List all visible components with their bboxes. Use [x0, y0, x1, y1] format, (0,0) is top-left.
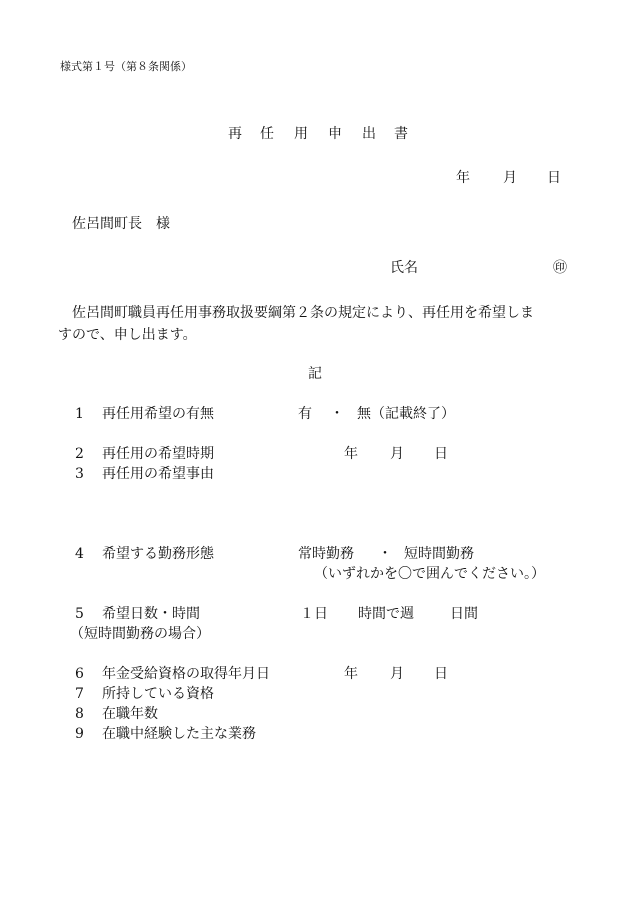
item-4-option-short: 短時間勤務 [404, 546, 474, 562]
item-9-label: 在職中経験した主な業務 [102, 726, 256, 742]
item-5-number: 5 [75, 606, 84, 622]
item-4-separator: ・ [378, 546, 392, 562]
item-5-hours: 時間で週 [358, 606, 414, 622]
title-char-6: 書 [394, 126, 408, 142]
item-2-label: 再任用の希望時期 [102, 446, 214, 462]
item-8-number: 8 [75, 706, 84, 722]
title-char-3: 用 [294, 126, 308, 142]
addressee: 佐呂間町長 様 [72, 216, 170, 232]
item-2-day: 日 [434, 446, 448, 462]
name-label: 氏名 [390, 260, 418, 276]
item-3-label: 再任用の希望事由 [102, 466, 214, 482]
item-7-number: 7 [75, 686, 84, 702]
item-7-label: 所持している資格 [102, 686, 214, 702]
date-day: 日 [547, 170, 561, 186]
date-year: 年 [456, 170, 470, 186]
item-4-option-regular: 常時勤務 [298, 546, 354, 562]
item-1-separator: ・ [330, 406, 344, 422]
item-5-subnote: （短時間勤務の場合） [70, 626, 210, 642]
form-label: 様式第１号（第８条関係） [60, 60, 192, 73]
item-6-year: 年 [344, 666, 358, 682]
item-1-label: 再任用希望の有無 [102, 406, 214, 422]
item-9-number: 9 [75, 726, 84, 742]
body-line-1: 佐呂間町職員再任用事務取扱要綱第２条の規定により、再任用を希望しま [72, 305, 534, 321]
item-2-number: 2 [75, 446, 84, 462]
item-6-month: 月 [390, 666, 404, 682]
item-1-number: 1 [75, 406, 84, 422]
item-5-one-day: １日 [300, 606, 328, 622]
title-char-2: 任 [260, 126, 274, 142]
item-2-month: 月 [390, 446, 404, 462]
item-6-number: 6 [75, 666, 84, 682]
item-4-note: （いずれかを〇で囲んでください。） [314, 566, 545, 582]
title-char-5: 出 [362, 126, 376, 142]
date-month: 月 [503, 170, 517, 186]
item-2-year: 年 [344, 446, 358, 462]
item-4-number: 4 [75, 546, 84, 562]
item-1-option-no: 無（記載終了） [357, 406, 455, 422]
item-4-label: 希望する勤務形態 [102, 546, 214, 562]
item-5-label: 希望日数・時間 [102, 606, 200, 622]
ki-heading: 記 [308, 366, 322, 382]
item-8-label: 在職年数 [102, 706, 158, 722]
item-6-day: 日 [434, 666, 448, 682]
item-1-option-yes: 有 [298, 406, 312, 422]
item-3-number: 3 [75, 466, 84, 482]
title-char-4: 申 [328, 126, 342, 142]
seal-mark: ㊞ [553, 260, 567, 276]
title-char-1: 再 [228, 126, 242, 142]
body-line-2: すので、申し出ます。 [58, 327, 197, 343]
item-6-label: 年金受給資格の取得年月日 [102, 666, 270, 682]
item-5-days: 日間 [450, 606, 478, 622]
